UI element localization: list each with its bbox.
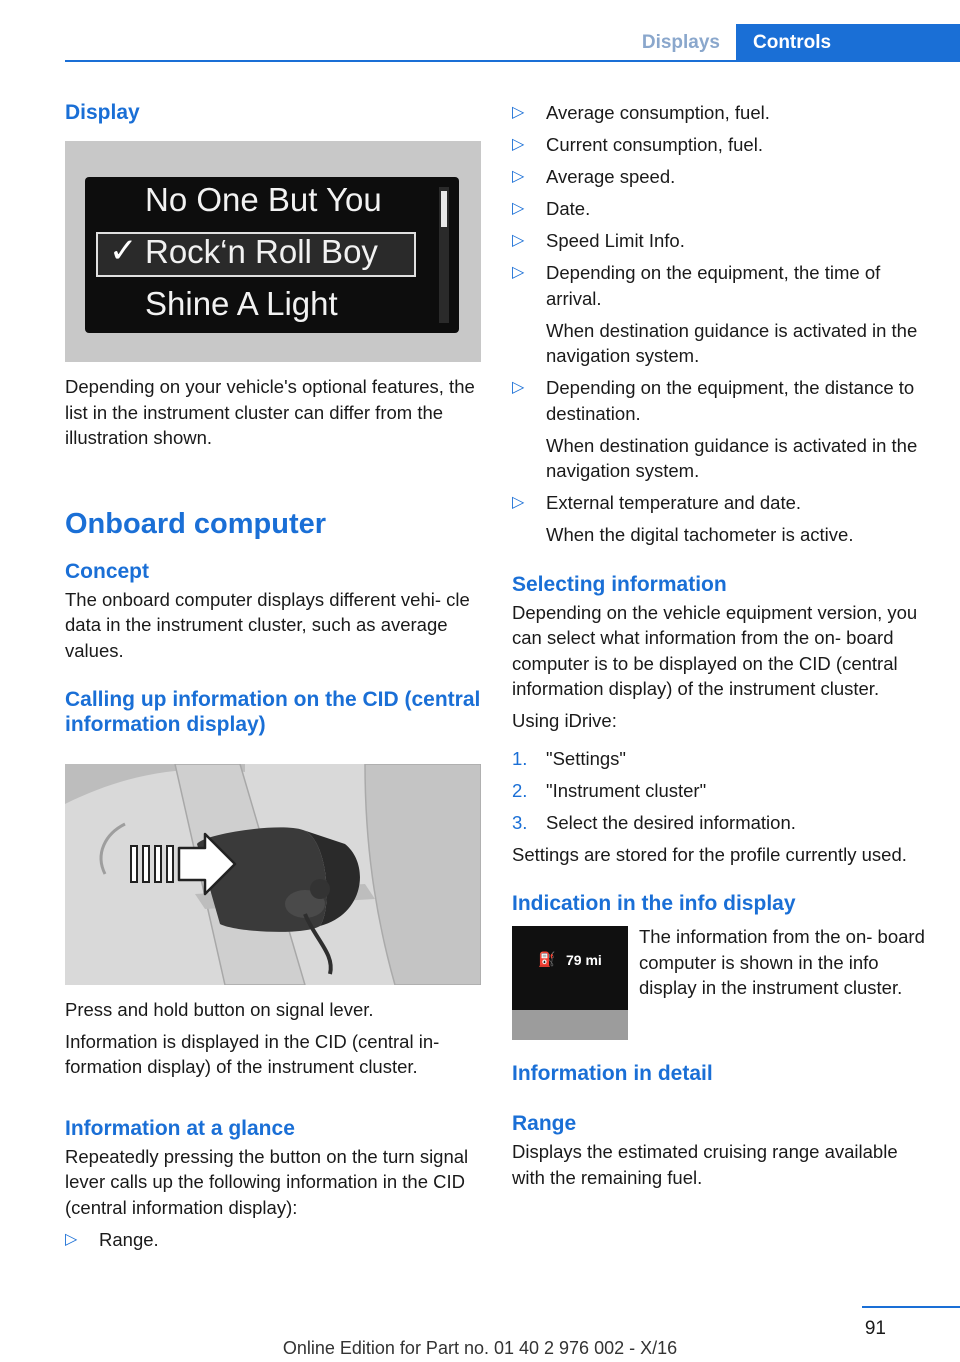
press-hold-text: Press and hold button on signal lever. [65, 999, 374, 1020]
glance-list-continued [512, 100, 928, 548]
bullet-triangle-icon: ▷ [512, 168, 525, 185]
step-text: Select the desired information. [546, 812, 796, 833]
step-text: "Instrument cluster" [546, 780, 707, 801]
list-item-text: Speed Limit Info. [546, 230, 685, 251]
step-item [512, 746, 928, 772]
list-item-text: Range. [99, 1229, 159, 1250]
list-item [512, 132, 928, 158]
info-glance-heading: Information at a glance [65, 1116, 295, 1140]
list-item [512, 228, 928, 254]
bullet-triangle-icon: ▷ [512, 232, 525, 249]
concept-text: The onboard computer displays different vehi‐ cle data in the instrument cluster, such as average values. [65, 588, 470, 661]
step-text: "Settings" [546, 748, 626, 769]
list-item: No One But You [145, 181, 382, 218]
list-item-text: External temperature and date. [546, 492, 802, 513]
cluster-screen [85, 177, 459, 333]
list-item-selected: Rock‘n Roll Boy [145, 233, 378, 270]
step-item [512, 810, 928, 836]
list-item [512, 196, 928, 222]
list-item-text: Average speed. [546, 166, 676, 187]
settings-stored-text: Settings are stored for the profile currently used. [512, 843, 907, 865]
signal-lever-drawing [65, 764, 481, 985]
header-section-label: Displays [641, 32, 720, 53]
info-display-illustration [512, 926, 628, 1040]
indication-block [512, 924, 928, 1039]
list-item-text: Current consumption, fuel. [546, 134, 763, 155]
onboard-computer-heading: Onboard computer [65, 507, 327, 540]
info-displayed-text: Information is displayed in the CID (central in‐ formation display) of the instrument cluster. [65, 1030, 440, 1077]
steps-list [512, 746, 928, 836]
footer-divider [862, 1306, 960, 1308]
bullet-triangle-icon: ▷ [512, 264, 525, 281]
step-number: 1. [512, 748, 528, 769]
list-item-note: When the digital tachometer is active. [546, 524, 854, 545]
info-glance-text: Repeatedly pressing the button on the turn signal lever calls up the following information in the CID (central information display): [65, 1145, 469, 1218]
list-item-text: Depending on the equipment, the distance to destination. [546, 377, 915, 424]
list-item-note: When destination guidance is activated in the navigation system. [546, 434, 918, 481]
list-item [512, 490, 928, 548]
bullet-triangle-icon: ▷ [512, 200, 525, 217]
range-text: Displays the estimated cruising range available with the remaining fuel. [512, 1141, 898, 1188]
range-heading: Range [512, 1112, 577, 1135]
page-header [65, 24, 960, 62]
step-number: 2. [512, 780, 528, 801]
bullet-triangle-icon: ▷ [512, 104, 525, 121]
selecting-info-heading: Selecting information [512, 572, 727, 596]
scrollbar-thumb [441, 191, 447, 227]
list-item [512, 164, 928, 190]
calling-up-heading: Calling up information on the CID (central information display) [65, 688, 481, 736]
list-item-text: Depending on the equipment, the time of arrival. [546, 262, 881, 309]
info-detail-heading: Information in detail [512, 1062, 713, 1085]
list-item [512, 375, 928, 484]
indication-heading: Indication in the info display [512, 892, 796, 915]
bullet-triangle-icon: ▷ [65, 1231, 78, 1248]
header-chapter-label: Controls [736, 24, 960, 62]
idrive-text: Using iDrive: [512, 709, 617, 731]
display-illustration [65, 141, 481, 362]
step-number: 3. [512, 812, 528, 833]
scrollbar [439, 187, 449, 323]
left-column [65, 100, 481, 1253]
list-item: Shine A Light [145, 285, 338, 322]
edition-footer: Online Edition for Part no. 01 40 2 976 002 - X/16 [282, 1338, 678, 1358]
list-item [65, 1227, 481, 1253]
indication-text: The information from the on‐ board computer is shown in the info display in the instrument cluster. [639, 926, 925, 998]
checkmark-icon: ✓ [109, 232, 138, 270]
step-item [512, 778, 928, 804]
glance-list [65, 1227, 481, 1253]
page-number: 91 [864, 1318, 886, 1339]
range-value: 79 mi [566, 952, 602, 968]
bullet-triangle-icon: ▷ [512, 494, 525, 511]
bullet-triangle-icon: ▷ [512, 136, 525, 153]
list-item-text: Date. [546, 198, 591, 219]
bullet-triangle-icon: ▷ [512, 379, 525, 396]
list-item-note: When destination guidance is activated in the navigation system. [546, 319, 918, 366]
selecting-info-text: Depending on the vehicle equipment version, you can select what information from the on‐ board computer is to be displayed on the CID (central information display) of the instrument cluster. [512, 601, 918, 699]
concept-heading: Concept [65, 559, 149, 583]
fuel-pump-icon: ⛽ [538, 951, 556, 967]
signal-lever-illustration [65, 764, 481, 985]
display-bezel [512, 1010, 628, 1040]
display-text: Depending on your vehicle's optional features, the list in the instrument cluster can differ from the illustration shown. [65, 376, 475, 448]
right-column [512, 100, 928, 1190]
list-item-text: Average consumption, fuel. [546, 102, 770, 123]
display-heading: Display [65, 101, 140, 124]
list-item [512, 260, 928, 369]
list-item [512, 100, 928, 126]
